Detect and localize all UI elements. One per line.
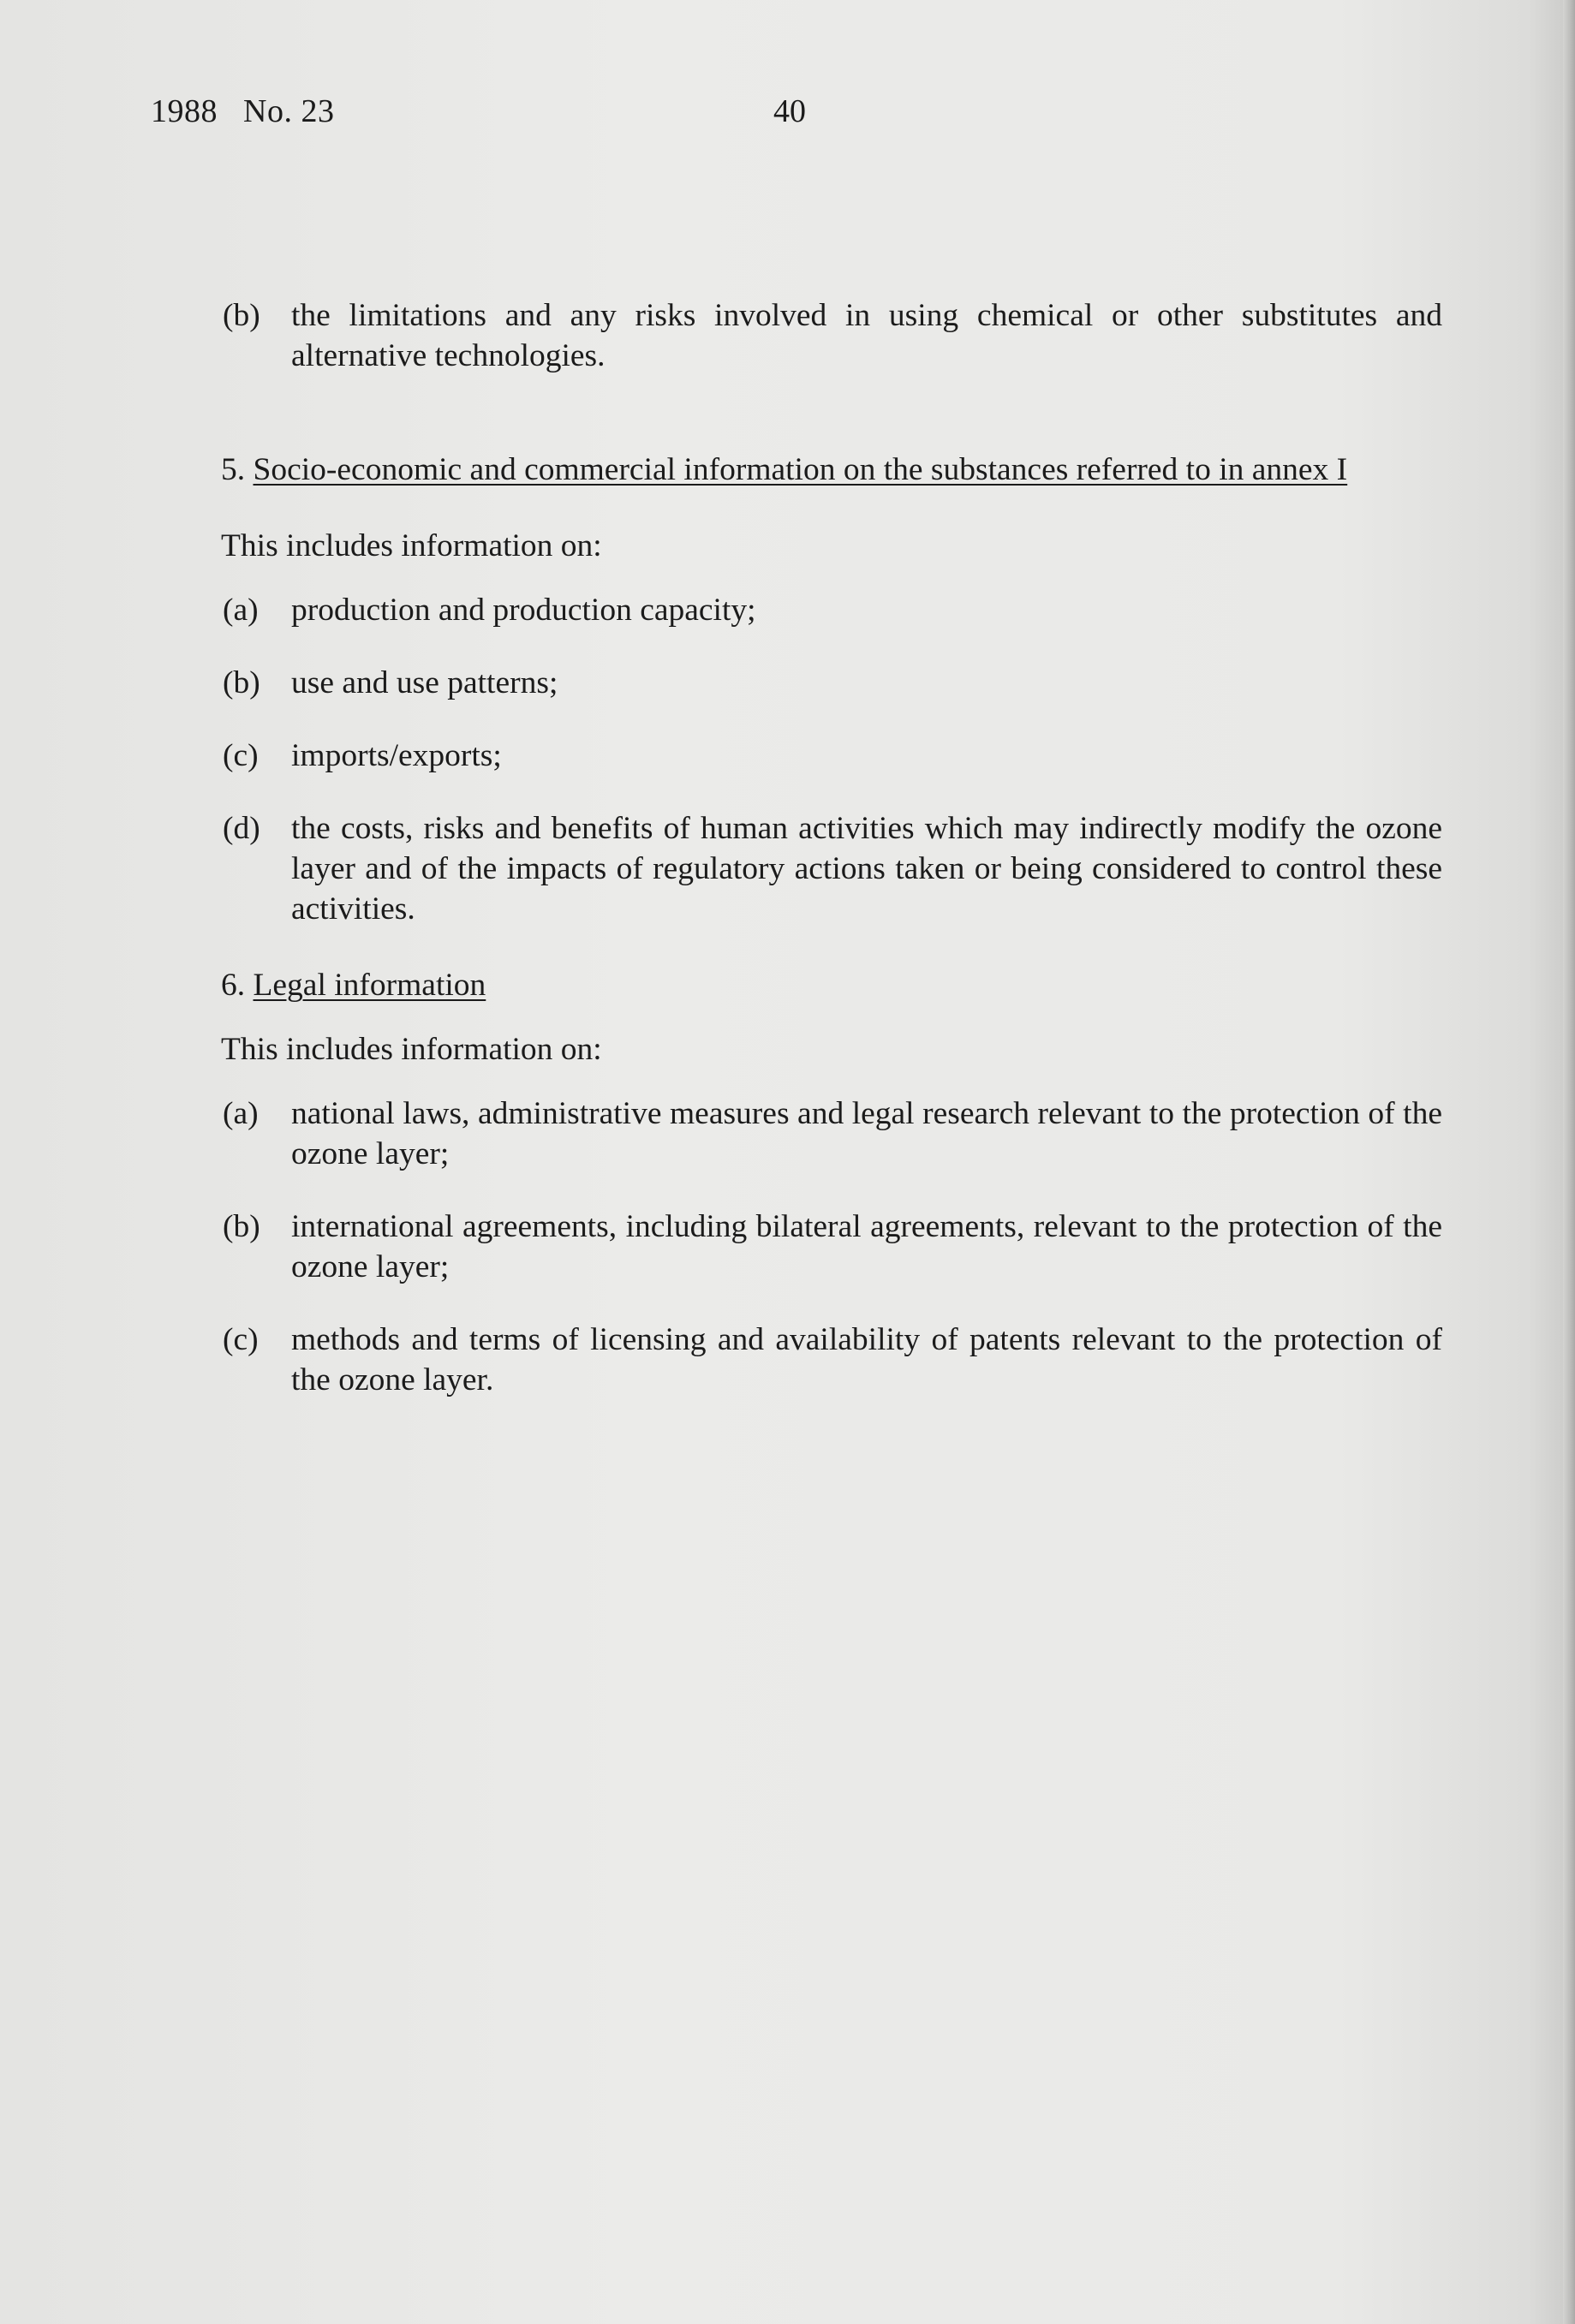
list-item [151, 1207, 1442, 1287]
list-item [151, 1320, 1442, 1400]
section-5-intro: This includes information on: [221, 528, 602, 563]
list-item-marker: (b) [223, 298, 260, 333]
header-publication-reference: 1988 No. 23 [151, 93, 335, 129]
list-item [151, 736, 1442, 776]
section-6-title: Legal information [253, 968, 486, 1003]
list-item [151, 590, 1442, 630]
list-item-text: production and production capacity; [291, 593, 756, 628]
list-item-text: methods and terms of licensing and availability of patents relevant to the protection of the ozone layer. [291, 1322, 1442, 1397]
list-item-text: use and use patterns; [291, 665, 558, 700]
section-6-intro: This includes information on: [221, 1032, 602, 1067]
section-5-title: Socio-economic and commercial information on the substances referred to in annex I [253, 452, 1348, 487]
list-item-marker: (a) [223, 593, 259, 628]
section-6-heading [151, 965, 1442, 1005]
list-item-text: the limitations and any risks involved in using chemical or other substitutes and alternative technologies. [291, 298, 1442, 373]
section-6-number: 6. [221, 968, 246, 1003]
list-item-marker: (d) [223, 811, 260, 846]
section-5-heading [151, 450, 1442, 490]
section-5-number: 5. [221, 452, 246, 487]
list-item-text: international agreements, including bilateral agreements, relevant to the protection of the ozone layer; [291, 1209, 1442, 1284]
list-item [151, 663, 1442, 703]
list-item-marker: (b) [223, 665, 260, 700]
list-item [151, 1093, 1442, 1174]
list-item-marker: (a) [223, 1096, 259, 1131]
list-item [151, 295, 1442, 376]
document-body [151, 295, 1442, 1400]
list-item-text: the costs, risks and benefits of human activities which may indirectly modify the ozone layer and of the impacts of regulatory actions taken or being considered to control these activities. [291, 811, 1442, 927]
list-item-text: national laws, administrative measures and legal research relevant to the protection of the ozone layer; [291, 1096, 1442, 1171]
list-item [151, 808, 1442, 929]
list-item-text: imports/exports; [291, 738, 502, 773]
list-item-marker: (c) [223, 1322, 259, 1357]
list-item-marker: (b) [223, 1209, 260, 1244]
page-edge-shadow [1563, 0, 1575, 2324]
header-page-number: 40 [773, 93, 806, 129]
list-item-marker: (c) [223, 738, 259, 773]
